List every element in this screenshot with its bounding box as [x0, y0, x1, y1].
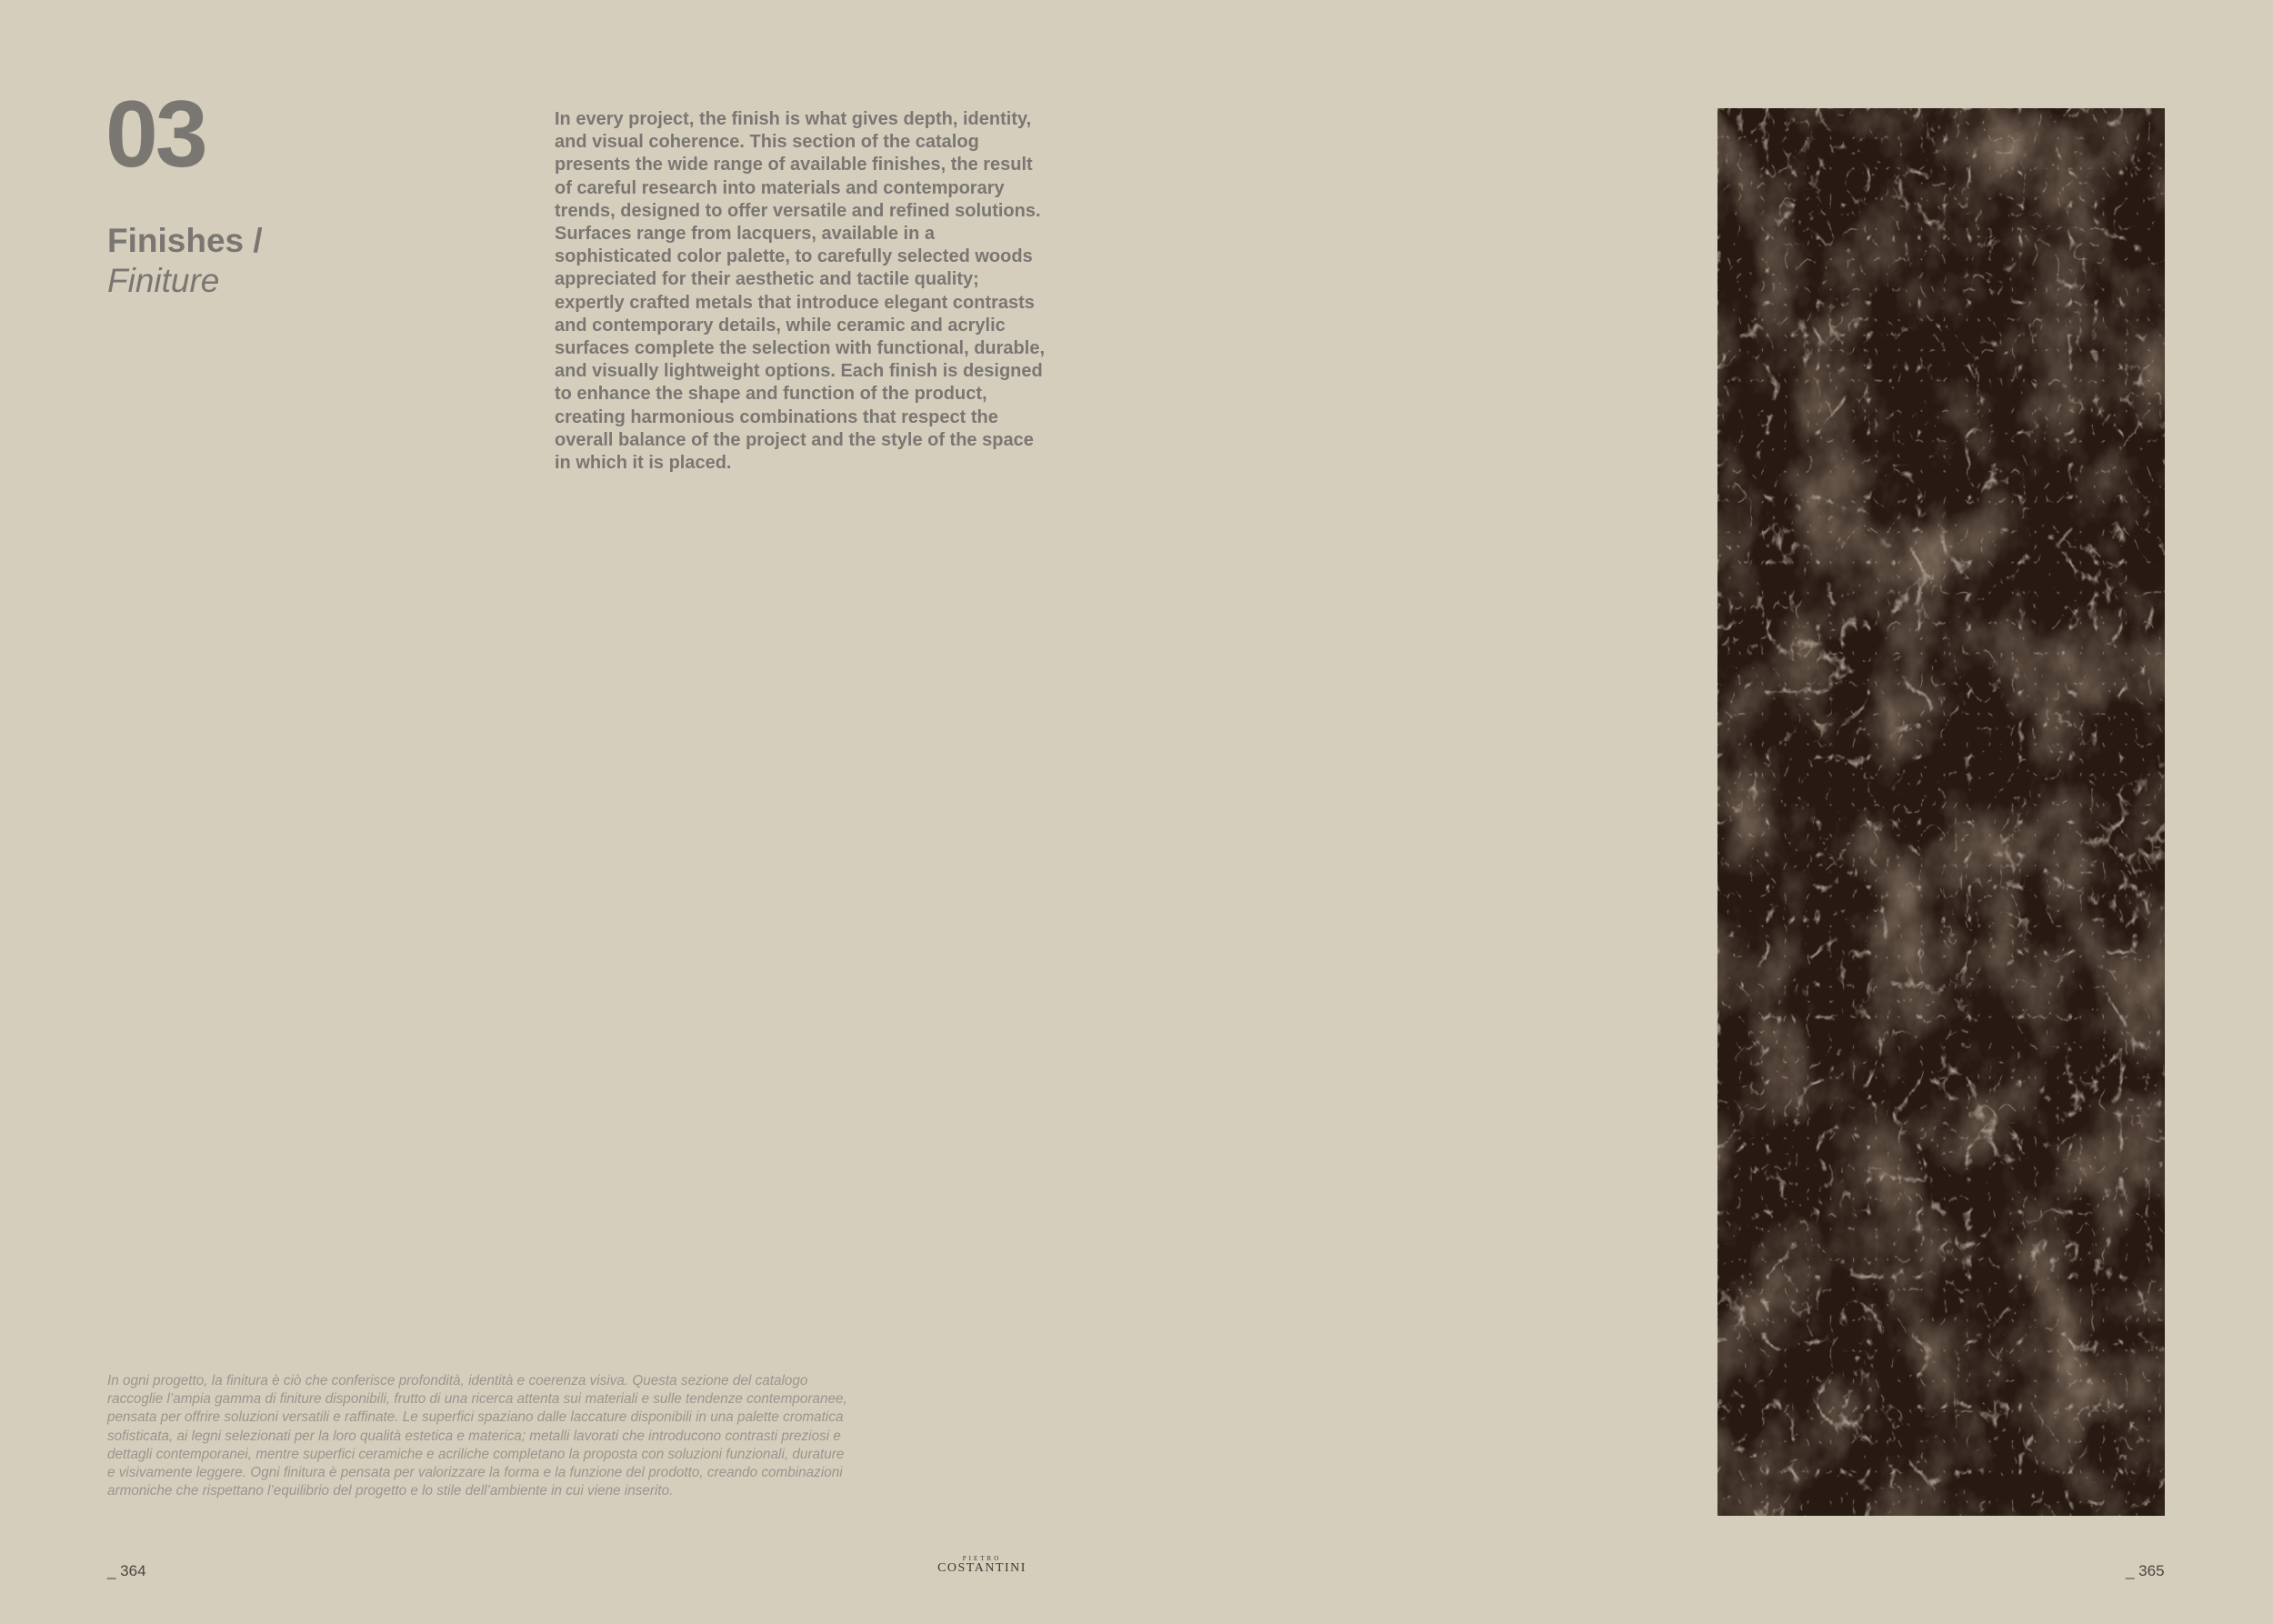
section-title-en: Finishes / — [107, 222, 263, 259]
page-number-left: _ 364 — [107, 1562, 146, 1579]
brand-logo — [931, 1555, 1033, 1575]
section-title-it: Finiture — [107, 262, 220, 299]
intro-text-en: In every project, the finish is what gives depth, identity, and visual coherence. This section of the catalog presents the wide range of available finishes, the result of careful research into materials and contemporary trends, designed to offer versatile and refined solutions. Surfaces range from lacquers, available in a sophisticated color palette, to carefully selected woods appreciated for their aesthetic and tactile quality; expertly crafted metals that introduce elegant contrasts and contemporary details, while ceramic and acrylic surfaces complete the selection with functional, durable, and visually lightweight options. Each finish is designed to enhance the shape and function of the product, creating harmonious combinations that respect the overall balance of the project and the style of the space in which it is placed. — [555, 109, 1046, 474]
brand-logo-small-text: PIETRO — [962, 1555, 1002, 1562]
marble-finish-image — [1717, 108, 2165, 1516]
brand-logo-main-text: COSTANTINI — [937, 1561, 1026, 1575]
section-number: 03 — [105, 82, 205, 187]
intro-text-it: In ogni progetto, la finitura è ciò che conferisce profondità, identità e coerenza visiva. Questa sezione del catalogo raccoglie l’ampia gamma di finiture disponibili, frutto di una ricerca attenta sui materiali e sulle tendenze contemporanee, pensata per offrire soluzioni versatili e raffinate. Le superfici spaziano dalle laccature disponibili in una palette cromatica sofisticata, ai legni selezionati per la loro qualità estetica e materica; metalli lavorati che introducono contrasti preziosi e dettagli contemporanei, mentre superfici ceramiche e acriliche completano la proposta con soluzioni funzionali, durature e visivamente leggere. Ogni finitura è pensata per valorizzare la forma e la funzione del prodotto, creando combinazioni armoniche che rispettano l’equilibrio del progetto e lo stile dell’ambiente in cui viene inserito. — [107, 1373, 847, 1499]
page-number-right: _ 365 — [2126, 1562, 2165, 1579]
marble-texture — [1717, 108, 2165, 1516]
